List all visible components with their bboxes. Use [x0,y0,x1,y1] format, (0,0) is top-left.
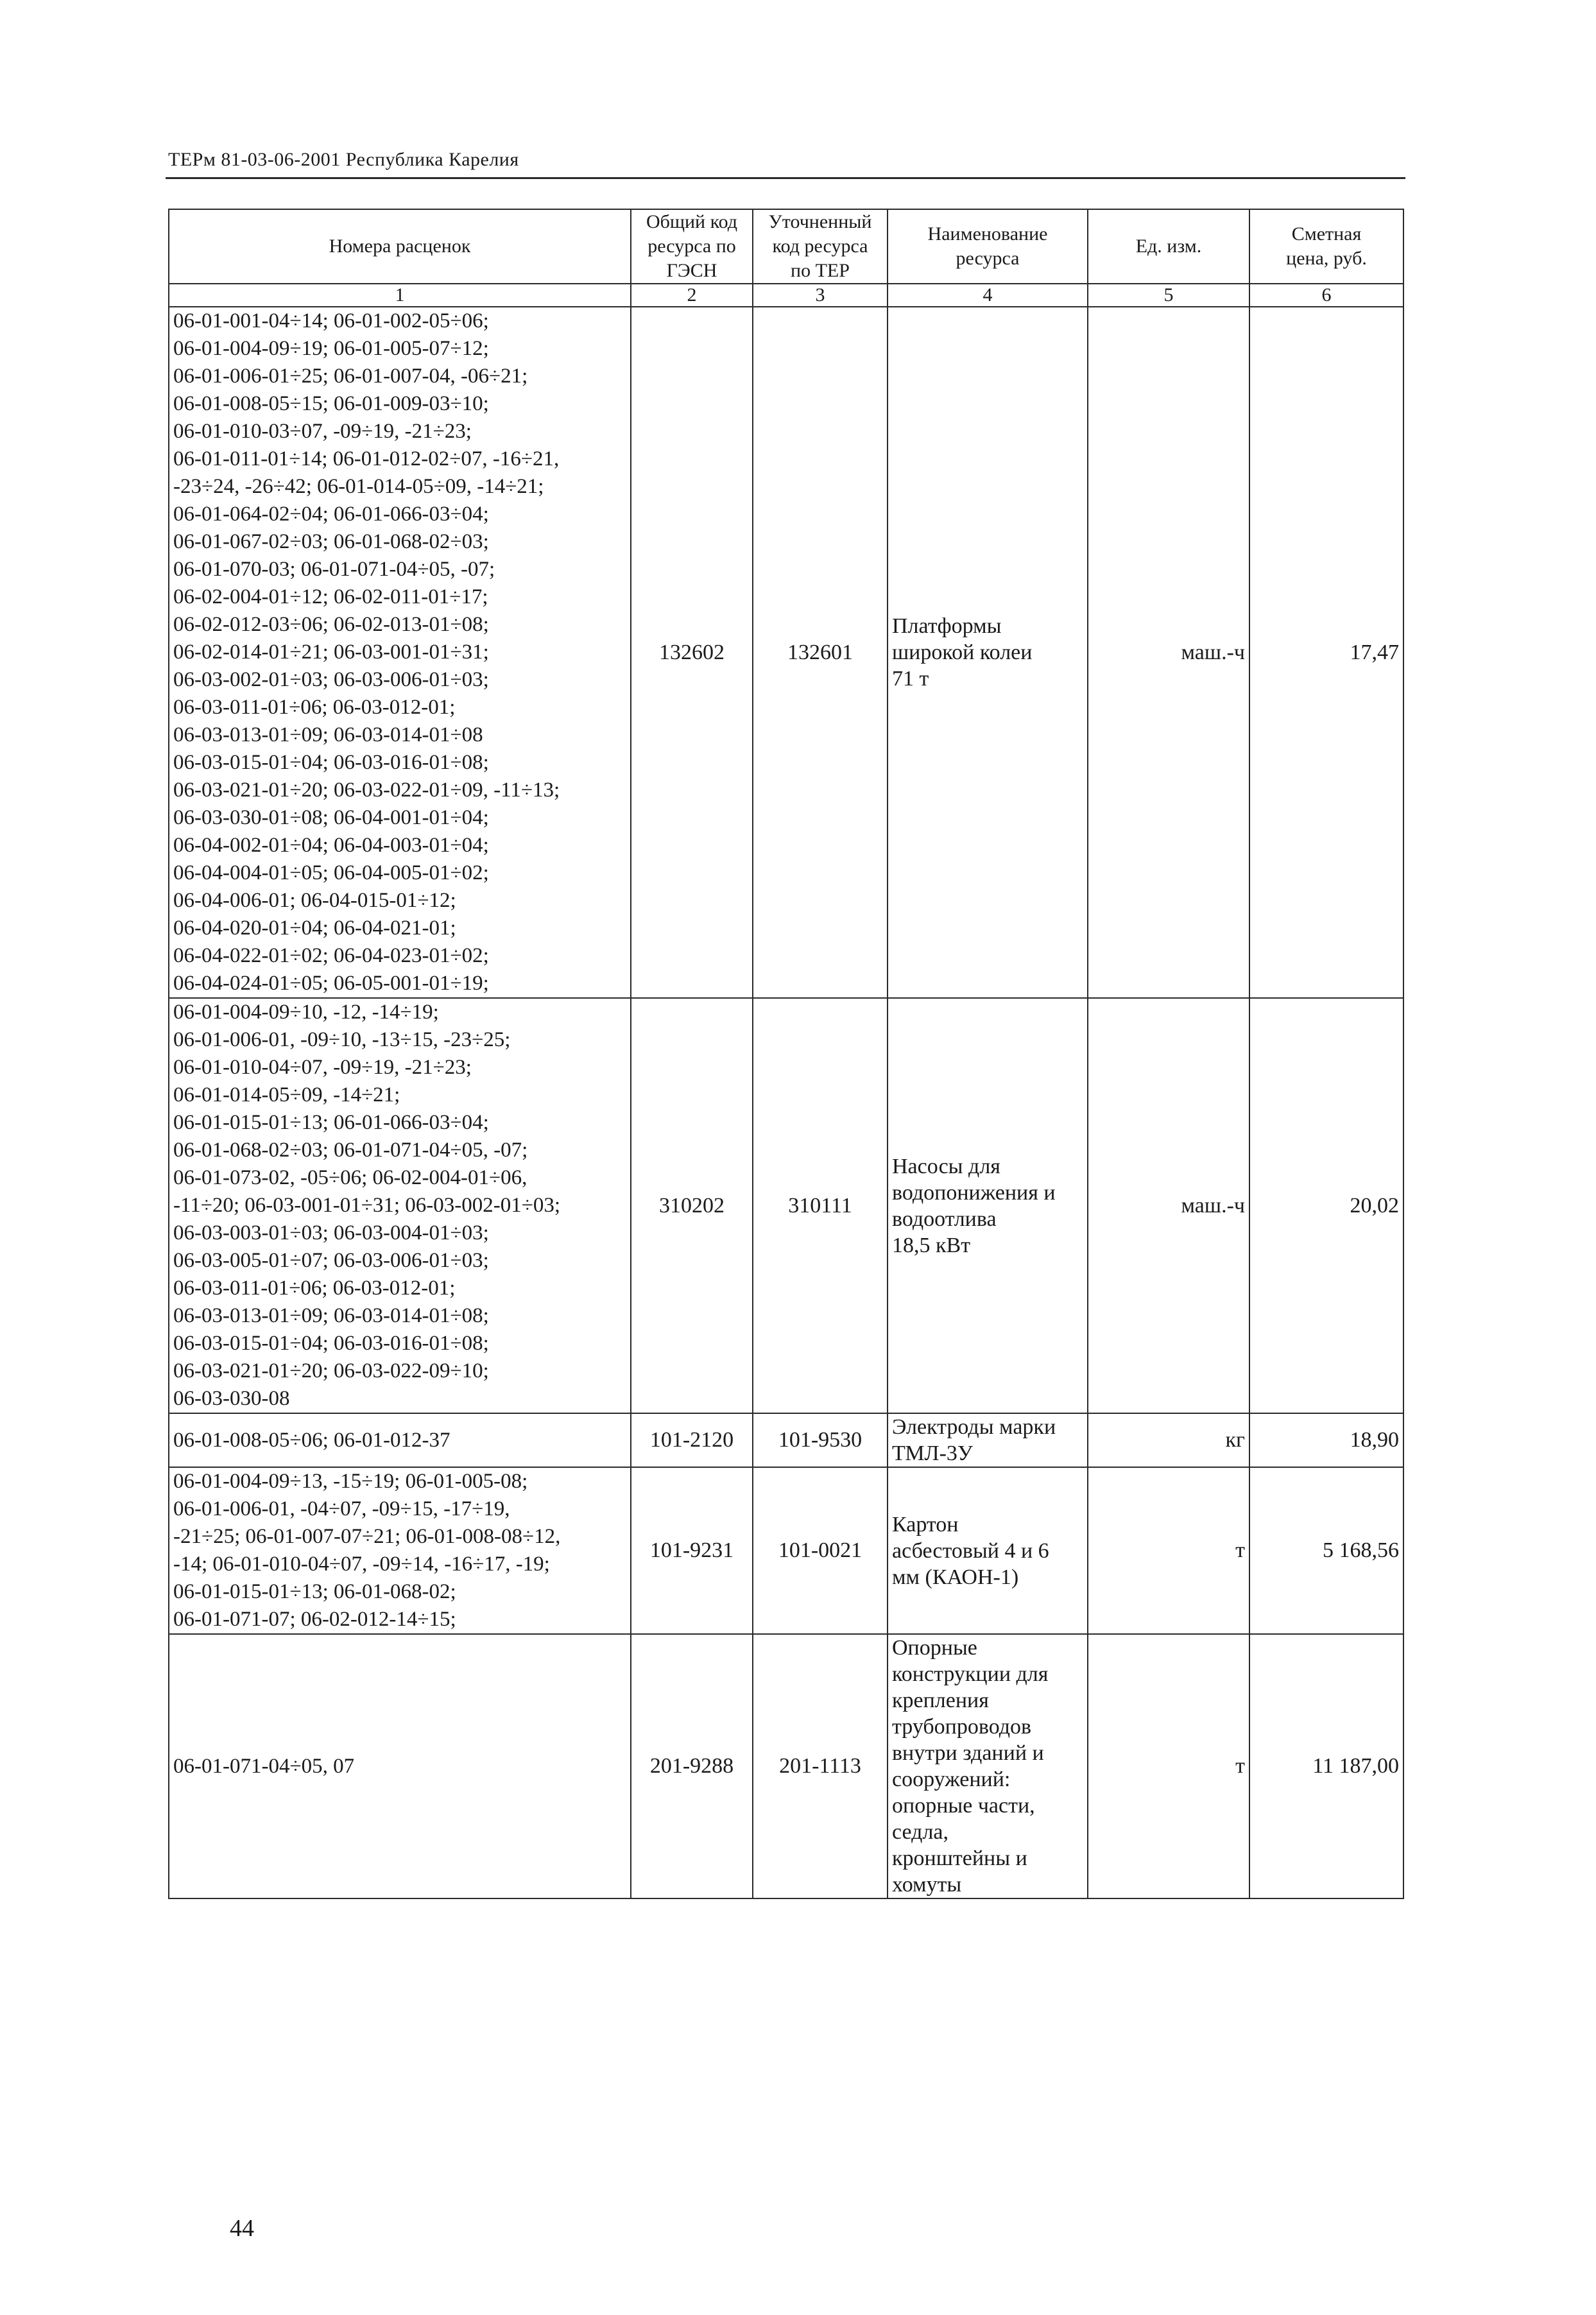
rate-code-line: 06-01-071-07; 06-02-012-14÷15; [173,1608,456,1631]
rate-code-line: 06-03-011-01÷06; 06-03-012-01; [173,1277,456,1300]
unit-cell: маш.-ч [1088,307,1249,998]
resource-name-cell [888,1634,1088,1898]
column-header-line: ресурса [956,248,1020,269]
resource-name-cell [888,1467,1088,1634]
rate-code-line: 06-01-008-05÷06; 06-01-012-37 [173,1428,450,1452]
resource-name-line: Насосы для [892,1154,1000,1178]
rate-code-line: 06-02-012-03÷06; 06-02-013-01÷08; [173,613,489,636]
rate-code-line: 06-04-002-01÷04; 06-04-003-01÷04; [173,834,489,857]
rate-code-line: 06-01-004-09÷13, -15÷19; 06-01-005-08; [173,1470,528,1493]
column-header-line: код ресурса [772,236,868,257]
gesn-code-cell: 310202 [631,998,753,1413]
rate-code-line: 06-01-010-03÷07, -09÷19, -21÷23; [173,420,472,443]
rate-code-line: 06-01-073-02, -05÷06; 06-02-004-01÷06, [173,1166,528,1189]
rate-code-line: 06-03-005-01÷07; 06-03-006-01÷03; [173,1249,489,1272]
column-header [631,209,753,284]
rate-code-line: 06-01-008-05÷15; 06-01-009-03÷10; [173,392,489,415]
resource-name-line: внутри зданий и [892,1741,1044,1765]
unit-cell: маш.-ч [1088,998,1249,1413]
rate-code-line: 06-01-011-01÷14; 06-01-012-02÷07, -16÷21, [173,447,560,470]
ter-code-cell: 132601 [753,307,888,998]
resource-name-line: трубопроводов [892,1715,1032,1739]
rate-code-line: 06-03-011-01÷06; 06-03-012-01; [173,696,456,719]
price-cell: 20,02 [1249,998,1403,1413]
column-header [1249,209,1403,284]
resource-name-line: Опорные [892,1636,977,1660]
price-cell: 11 187,00 [1249,1634,1403,1898]
rate-code-line: 06-03-015-01÷04; 06-03-016-01÷08; [173,1332,489,1355]
resource-name-cell [888,998,1088,1413]
document-header: ТЕРм 81-03-06-2001 Республика Карелия [168,149,519,170]
rate-code-line: 06-02-004-01÷12; 06-02-011-01÷17; [173,585,488,608]
rate-code-line: -11÷20; 06-03-001-01÷31; 06-03-002-01÷03; [173,1194,561,1217]
table-row [169,1467,1403,1634]
resource-name-line: конструкции для [892,1662,1049,1686]
rate-codes-cell [169,1413,631,1467]
rates-table [168,209,1404,1899]
column-header-line: Наименование [927,223,1048,245]
column-number: 1 [169,284,631,307]
resource-name-cell [888,307,1088,998]
rate-code-line: 06-03-021-01÷20; 06-03-022-09÷10; [173,1359,489,1382]
table-row [169,307,1403,998]
header-rule [166,177,1405,179]
rate-code-line: 06-01-004-09÷10, -12, -14÷19; [173,1001,439,1024]
column-header-line: цена, руб. [1286,248,1367,269]
resource-name-line: асбестовый 4 и 6 [892,1538,1049,1563]
column-header-line: ресурса по [648,236,736,257]
column-header [1088,209,1249,284]
column-header-line: Ед. изм. [1135,236,1202,257]
rate-code-line: 06-01-004-09÷19; 06-01-005-07÷12; [173,337,489,360]
resource-name-line: мм (КАОН-1) [892,1565,1019,1589]
resource-name-line: кронштейны и [892,1846,1027,1870]
rate-codes-cell [169,998,631,1413]
column-number: 2 [631,284,753,307]
ter-code-cell: 101-9530 [753,1413,888,1467]
resource-name-line: ТМЛ-3У [892,1441,974,1465]
rate-code-line: 06-01-001-04÷14; 06-01-002-05÷06; [173,309,489,332]
ter-code-cell: 201-1113 [753,1634,888,1898]
rate-code-line: 06-01-006-01, -09÷10, -13÷15, -23÷25; [173,1028,511,1051]
rate-code-line: 06-01-015-01÷13; 06-01-066-03÷04; [173,1111,489,1134]
rate-codes-cell [169,1467,631,1634]
price-cell: 17,47 [1249,307,1403,998]
unit-cell: т [1088,1634,1249,1898]
rate-code-line: 06-01-006-01÷25; 06-01-007-04, -06÷21; [173,365,528,388]
column-header-line: Уточненный [768,211,872,232]
table-row [169,1413,1403,1467]
rate-code-line: 06-01-067-02÷03; 06-01-068-02÷03; [173,530,489,553]
column-header-line: Номера расценок [329,236,471,257]
rate-code-line: 06-01-014-05÷09, -14÷21; [173,1083,400,1106]
rate-code-line: 06-04-006-01; 06-04-015-01÷12; [173,889,456,912]
column-header-line: Общий код [646,211,738,232]
rate-code-line: 06-03-015-01÷04; 06-03-016-01÷08; [173,751,489,774]
rate-code-line: 06-04-022-01÷02; 06-04-023-01÷02; [173,944,489,967]
unit-cell: т [1088,1467,1249,1634]
rate-code-line: 06-04-004-01÷05; 06-04-005-01÷02; [173,861,489,884]
column-number-row [169,284,1403,307]
rate-codes-cell [169,1634,631,1898]
column-header-line: Сметная [1291,223,1362,245]
column-header-line: ГЭСН [666,260,717,281]
rate-code-line: 06-01-071-04÷05, 07 [173,1754,355,1778]
price-cell: 5 168,56 [1249,1467,1403,1634]
rate-code-line: 06-01-068-02÷03; 06-01-071-04÷05, -07; [173,1139,528,1162]
rate-code-line: 06-04-024-01÷05; 06-05-001-01÷19; [173,972,489,995]
rate-code-line: 06-01-010-04÷07, -09÷19, -21÷23; [173,1056,472,1079]
gesn-code-cell: 201-9288 [631,1634,753,1898]
rate-code-line: 06-01-015-01÷13; 06-01-068-02; [173,1580,456,1603]
price-cell: 18,90 [1249,1413,1403,1467]
table-row [169,1634,1403,1898]
resource-name-line: 18,5 кВт [892,1233,971,1257]
page-number: 44 [230,2215,254,2242]
resource-name-line: Электроды марки [892,1415,1056,1439]
gesn-code-cell: 101-9231 [631,1467,753,1634]
rate-code-line: 06-03-013-01÷09; 06-03-014-01÷08; [173,1304,489,1327]
column-number: 3 [753,284,888,307]
rate-code-line: 06-03-013-01÷09; 06-03-014-01÷08 [173,723,483,746]
ter-code-cell: 310111 [753,998,888,1413]
resource-name-line: Платформы [892,614,1002,638]
resource-name-line: водоотлива [892,1207,997,1231]
rate-code-line: 06-03-002-01÷03; 06-03-006-01÷03; [173,668,489,691]
rate-code-line: 06-03-030-01÷08; 06-04-001-01÷04; [173,806,489,829]
table-row [169,998,1403,1413]
rate-code-line: 06-01-006-01, -04÷07, -09÷15, -17÷19, [173,1497,510,1520]
rate-codes-cell [169,307,631,998]
column-header [753,209,888,284]
ter-code-cell: 101-0021 [753,1467,888,1634]
resource-name-line: опорные части, [892,1794,1035,1818]
rate-code-line: 06-01-070-03; 06-01-071-04÷05, -07; [173,558,495,581]
rate-code-line: 06-02-014-01÷21; 06-03-001-01÷31; [173,641,489,664]
column-number: 4 [888,284,1088,307]
gesn-code-cell: 101-2120 [631,1413,753,1467]
rate-code-line: 06-03-003-01÷03; 06-03-004-01÷03; [173,1221,489,1244]
rate-code-line: -14; 06-01-010-04÷07, -09÷14, -16÷17, -19; [173,1553,550,1576]
rate-code-line: -23÷24, -26÷42; 06-01-014-05÷09, -14÷21; [173,475,544,498]
resource-name-line: Картон [892,1512,959,1536]
resource-name-line: сооружений: [892,1768,1011,1791]
column-number: 6 [1249,284,1403,307]
table-header-row [169,209,1403,284]
column-number: 5 [1088,284,1249,307]
resource-name-line: хомуты [892,1873,962,1897]
rate-code-line: 06-01-064-02÷04; 06-01-066-03÷04; [173,503,489,526]
column-header-line: по ТЕР [791,260,850,281]
resource-name-line: седла, [892,1820,949,1844]
gesn-code-cell: 132602 [631,307,753,998]
resource-name-cell [888,1413,1088,1467]
rate-code-line: -21÷25; 06-01-007-07÷21; 06-01-008-08÷12, [173,1525,561,1548]
resource-name-line: водопонижения и [892,1180,1056,1205]
rate-code-line: 06-03-021-01÷20; 06-03-022-01÷09, -11÷13; [173,779,560,802]
column-header [169,209,631,284]
resource-name-line: 71 т [892,667,929,691]
unit-cell: кг [1088,1413,1249,1467]
resource-name-line: широкой колеи [892,641,1033,664]
rate-code-line: 06-03-030-08 [173,1387,290,1410]
resource-name-line: крепления [892,1689,989,1712]
rate-code-line: 06-04-020-01÷04; 06-04-021-01; [173,917,456,940]
column-header [888,209,1088,284]
